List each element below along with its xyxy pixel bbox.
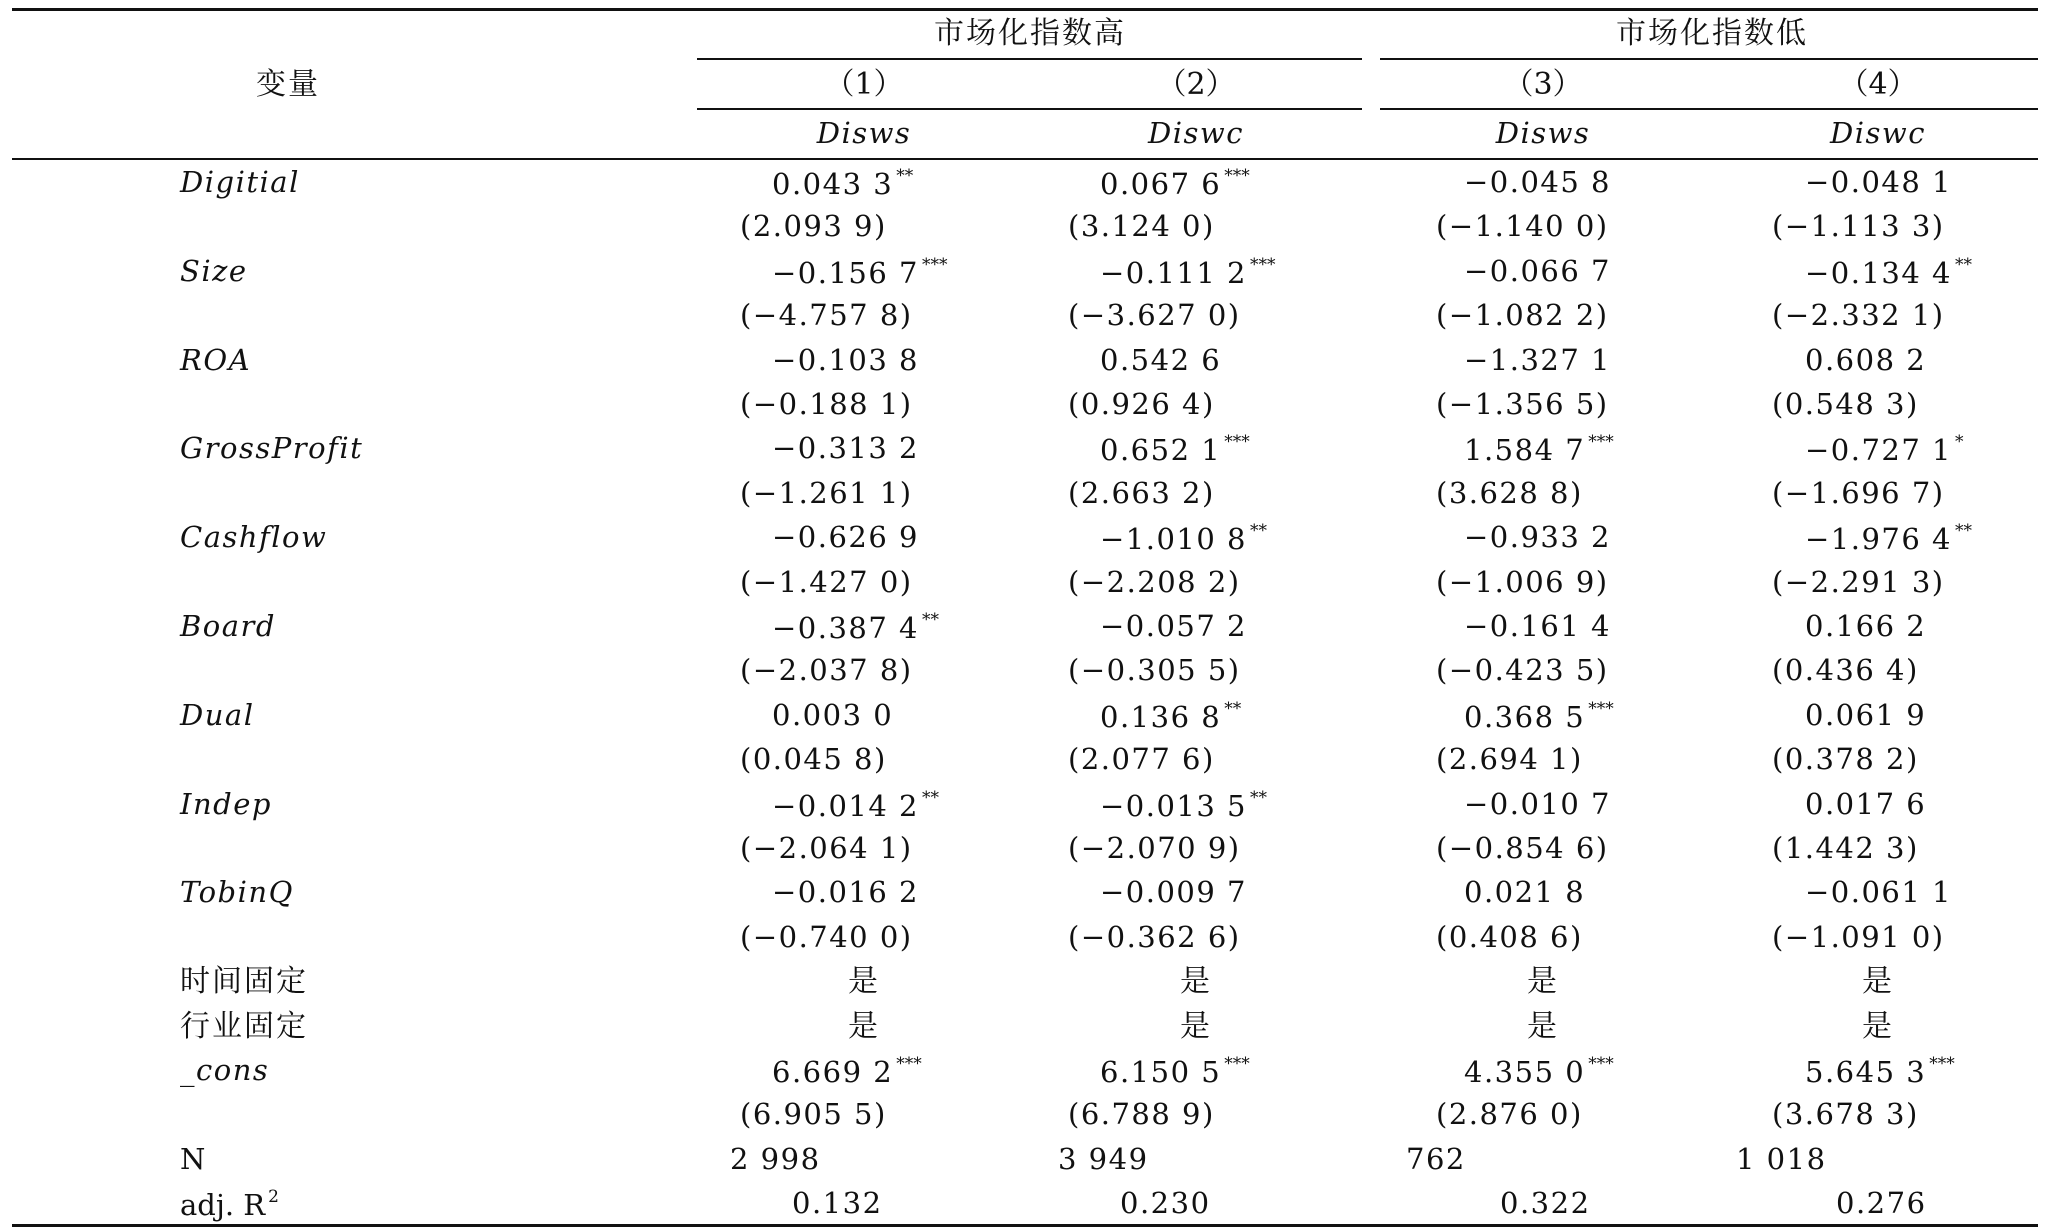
t-stat-cell: (−2.037 8): [740, 653, 913, 688]
col-num-4: （4）: [1838, 67, 1918, 102]
variable-header: 变量: [256, 67, 320, 102]
adj-r2-value: 0.322: [1500, 1186, 1591, 1221]
coef-cell: −0.103 8: [772, 342, 919, 377]
significance-stars: **: [922, 787, 939, 808]
row-label: Board: [180, 609, 276, 643]
coef-cell: −0.727 1 *: [1805, 432, 1964, 468]
superscript: 2: [268, 1187, 279, 1208]
coef-cell: 0.061 9: [1805, 697, 1927, 732]
coef-cell: −0.014 2 **: [772, 787, 939, 823]
t-stat-cell: (2.694 1): [1436, 742, 1583, 777]
coef-cell: −1.010 8 **: [1100, 521, 1267, 557]
t-stat-cell: (−0.854 6): [1436, 831, 1609, 865]
fixed-effect-value: 是: [1527, 1008, 1559, 1044]
coef-cell: −0.048 1: [1805, 165, 1952, 199]
coef-cell: −0.933 2: [1464, 520, 1611, 555]
significance-stars: ***: [1224, 166, 1250, 186]
t-stat-cell: (−0.305 5): [1068, 653, 1241, 688]
n-value: 1 018: [1736, 1141, 1827, 1176]
significance-stars: **: [1250, 521, 1267, 542]
row-label: Size: [180, 253, 248, 288]
row-label: TobinQ: [180, 875, 294, 910]
adj-r2-value: 0.230: [1120, 1186, 1211, 1221]
group-low-rule: [1380, 58, 2038, 60]
coef-cell: −0.313 2: [772, 431, 919, 466]
t-stat-cell: (−1.091 0): [1772, 919, 1945, 954]
fixed-effect-value: 是: [1180, 1008, 1212, 1044]
significance-stars: **: [1250, 787, 1267, 808]
col-num-2: （2）: [1156, 67, 1236, 102]
coef-cell: −0.016 2: [772, 875, 919, 910]
row-label: Dual: [180, 697, 255, 732]
significance-stars: ***: [896, 1054, 922, 1074]
t-stat-cell: (−0.188 1): [740, 387, 913, 421]
significance-stars: ***: [1224, 432, 1250, 453]
significance-stars: ***: [1588, 432, 1614, 453]
cons-t-stat-cell: (3.678 3): [1772, 1097, 1919, 1132]
adj-r2-label: adj. R $^2$: [180, 1187, 279, 1223]
coef-cell: 0.166 2: [1805, 609, 1927, 643]
n-value: 2 998: [730, 1141, 821, 1176]
row-label: Cashflow: [180, 520, 328, 555]
fixed-effect-value: 是: [848, 964, 880, 1000]
t-stat-cell: (1.442 3): [1772, 831, 1919, 865]
cons-t-stat-cell: (2.876 0): [1436, 1097, 1583, 1132]
significance-stars: **: [896, 166, 914, 186]
adj-r2-value: 0.132: [792, 1186, 883, 1221]
group-low-header: 市场化指数低: [1616, 16, 1808, 51]
coef-cell: −0.134 4 **: [1805, 254, 1972, 290]
t-stat-cell: (−4.757 8): [740, 298, 913, 333]
t-stat-cell: (−1.140 0): [1436, 209, 1609, 244]
fixed-effect-label: 行业固定: [180, 1008, 308, 1044]
coef-cell: −0.013 5 **: [1100, 787, 1267, 823]
significance-stars: *: [1955, 432, 1964, 453]
t-stat-cell: (−2.070 9): [1068, 831, 1241, 865]
t-stat-cell: (−1.082 2): [1436, 298, 1609, 333]
significance-stars: ***: [1250, 254, 1276, 275]
fixed-effect-value: 是: [1180, 964, 1212, 1000]
coef-cell: −0.387 4 **: [772, 610, 939, 645]
significance-stars: ***: [1588, 1054, 1614, 1074]
significance-stars: **: [1224, 698, 1242, 719]
fixed-effect-label: 时间固定: [180, 964, 308, 1000]
row-label: Indep: [180, 786, 272, 821]
coef-cell: −0.626 9: [772, 520, 919, 555]
t-stat-cell: (0.408 6): [1436, 919, 1583, 954]
group-high-rule: [697, 58, 1362, 60]
coef-cell: 0.542 6: [1100, 342, 1222, 377]
coef-cell: −0.061 1: [1805, 875, 1952, 910]
coef-cell: 0.067 6 ***: [1100, 166, 1250, 201]
t-stat-cell: (0.045 8): [740, 742, 887, 777]
cons-coef-cell: 5.645 3 ***: [1805, 1054, 1955, 1089]
coef-cell: 0.017 6: [1805, 786, 1927, 821]
n-value: 3 949: [1058, 1141, 1149, 1176]
fixed-effect-value: 是: [848, 1008, 880, 1044]
t-stat-cell: (2.077 6): [1068, 742, 1215, 777]
significance-stars: ***: [1588, 698, 1614, 719]
t-stat-cell: (−1.113 3): [1772, 209, 1945, 244]
cons-coef-cell: 4.355 0 ***: [1464, 1054, 1614, 1089]
t-stat-cell: (0.926 4): [1068, 387, 1215, 421]
colnum-low-rule: [1380, 108, 2038, 110]
t-stat-cell: (−0.362 6): [1068, 919, 1241, 954]
significance-stars: ***: [1929, 1054, 1955, 1074]
top-rule: [12, 8, 2038, 11]
coef-cell: −0.009 7: [1100, 875, 1247, 910]
bottom-rule: [12, 1224, 2038, 1227]
col-num-1: （1）: [824, 67, 904, 102]
row-label: GrossProfit: [180, 431, 364, 466]
t-stat-cell: (−2.064 1): [740, 831, 913, 865]
coef-cell: 0.003 0: [772, 697, 894, 732]
coef-cell: 0.043 3 **: [772, 166, 914, 201]
significance-stars: ***: [922, 254, 948, 275]
dep-var-1: Disws: [816, 116, 912, 150]
coef-cell: −0.057 2: [1100, 609, 1247, 643]
t-stat-cell: (3.124 0): [1068, 209, 1215, 244]
row-label: Digitial: [180, 165, 300, 199]
n-value: 762: [1406, 1141, 1466, 1176]
coef-cell: −1.327 1: [1464, 342, 1611, 377]
t-stat-cell: (0.436 4): [1772, 653, 1919, 688]
fixed-effect-value: 是: [1862, 1008, 1894, 1044]
coef-cell: −0.161 4: [1464, 609, 1611, 643]
coef-cell: −1.976 4 **: [1805, 521, 1972, 557]
t-stat-cell: (−0.423 5): [1436, 653, 1609, 688]
dep-var-2: Diswc: [1148, 116, 1244, 150]
cons-label: _cons: [180, 1053, 270, 1087]
cons-t-stat-cell: (6.905 5): [740, 1097, 887, 1132]
t-stat-cell: (3.628 8): [1436, 475, 1583, 510]
adj-r2-value: 0.276: [1836, 1186, 1927, 1221]
dep-var-4: Diswc: [1830, 116, 1926, 150]
t-stat-cell: (−1.696 7): [1772, 475, 1945, 510]
t-stat-cell: (2.663 2): [1068, 475, 1215, 510]
coef-cell: 1.584 7 ***: [1464, 432, 1614, 468]
cons-t-stat-cell: (6.788 9): [1068, 1097, 1215, 1132]
t-stat-cell: (−2.291 3): [1772, 564, 1945, 599]
significance-stars: **: [922, 610, 939, 630]
coef-cell: 0.608 2: [1805, 342, 1927, 377]
dep-var-3: Disws: [1495, 116, 1591, 150]
t-stat-cell: (−2.208 2): [1068, 564, 1241, 599]
fixed-effect-value: 是: [1862, 964, 1894, 1000]
significance-stars: ***: [1224, 1054, 1250, 1074]
coef-cell: −0.010 7: [1464, 786, 1611, 821]
significance-stars: **: [1955, 521, 1972, 542]
t-stat-cell: (−1.261 1): [740, 475, 913, 510]
t-stat-cell: (−1.006 9): [1436, 564, 1609, 599]
t-stat-cell: (−0.740 0): [740, 919, 913, 954]
header-bottom-rule: [12, 158, 2038, 160]
col-num-3: （3）: [1503, 67, 1583, 102]
t-stat-cell: (−1.427 0): [740, 564, 913, 599]
t-stat-cell: (0.548 3): [1772, 387, 1919, 421]
significance-stars: **: [1955, 254, 1972, 275]
coef-cell: 0.652 1 ***: [1100, 432, 1250, 468]
coef-cell: −0.045 8: [1464, 165, 1611, 199]
row-label: ROA: [180, 342, 252, 377]
t-stat-cell: (0.378 2): [1772, 742, 1919, 777]
t-stat-cell: (2.093 9): [740, 209, 887, 244]
coef-cell: 0.136 8 **: [1100, 698, 1242, 734]
t-stat-cell: (−1.356 5): [1436, 387, 1609, 421]
colnum-high-rule: [697, 108, 1362, 110]
n-label: N: [180, 1141, 206, 1176]
cons-coef-cell: 6.669 2 ***: [772, 1054, 922, 1089]
cons-coef-cell: 6.150 5 ***: [1100, 1054, 1250, 1089]
t-stat-cell: (−2.332 1): [1772, 298, 1945, 333]
coef-cell: 0.368 5 ***: [1464, 698, 1614, 734]
coef-cell: −0.156 7 ***: [772, 254, 948, 290]
coef-cell: −0.066 7: [1464, 253, 1611, 288]
fixed-effect-value: 是: [1527, 964, 1559, 1000]
group-high-header: 市场化指数高: [934, 16, 1126, 51]
coef-cell: 0.021 8: [1464, 875, 1586, 910]
coef-cell: −0.111 2 ***: [1100, 254, 1276, 290]
t-stat-cell: (−3.627 0): [1068, 298, 1241, 333]
